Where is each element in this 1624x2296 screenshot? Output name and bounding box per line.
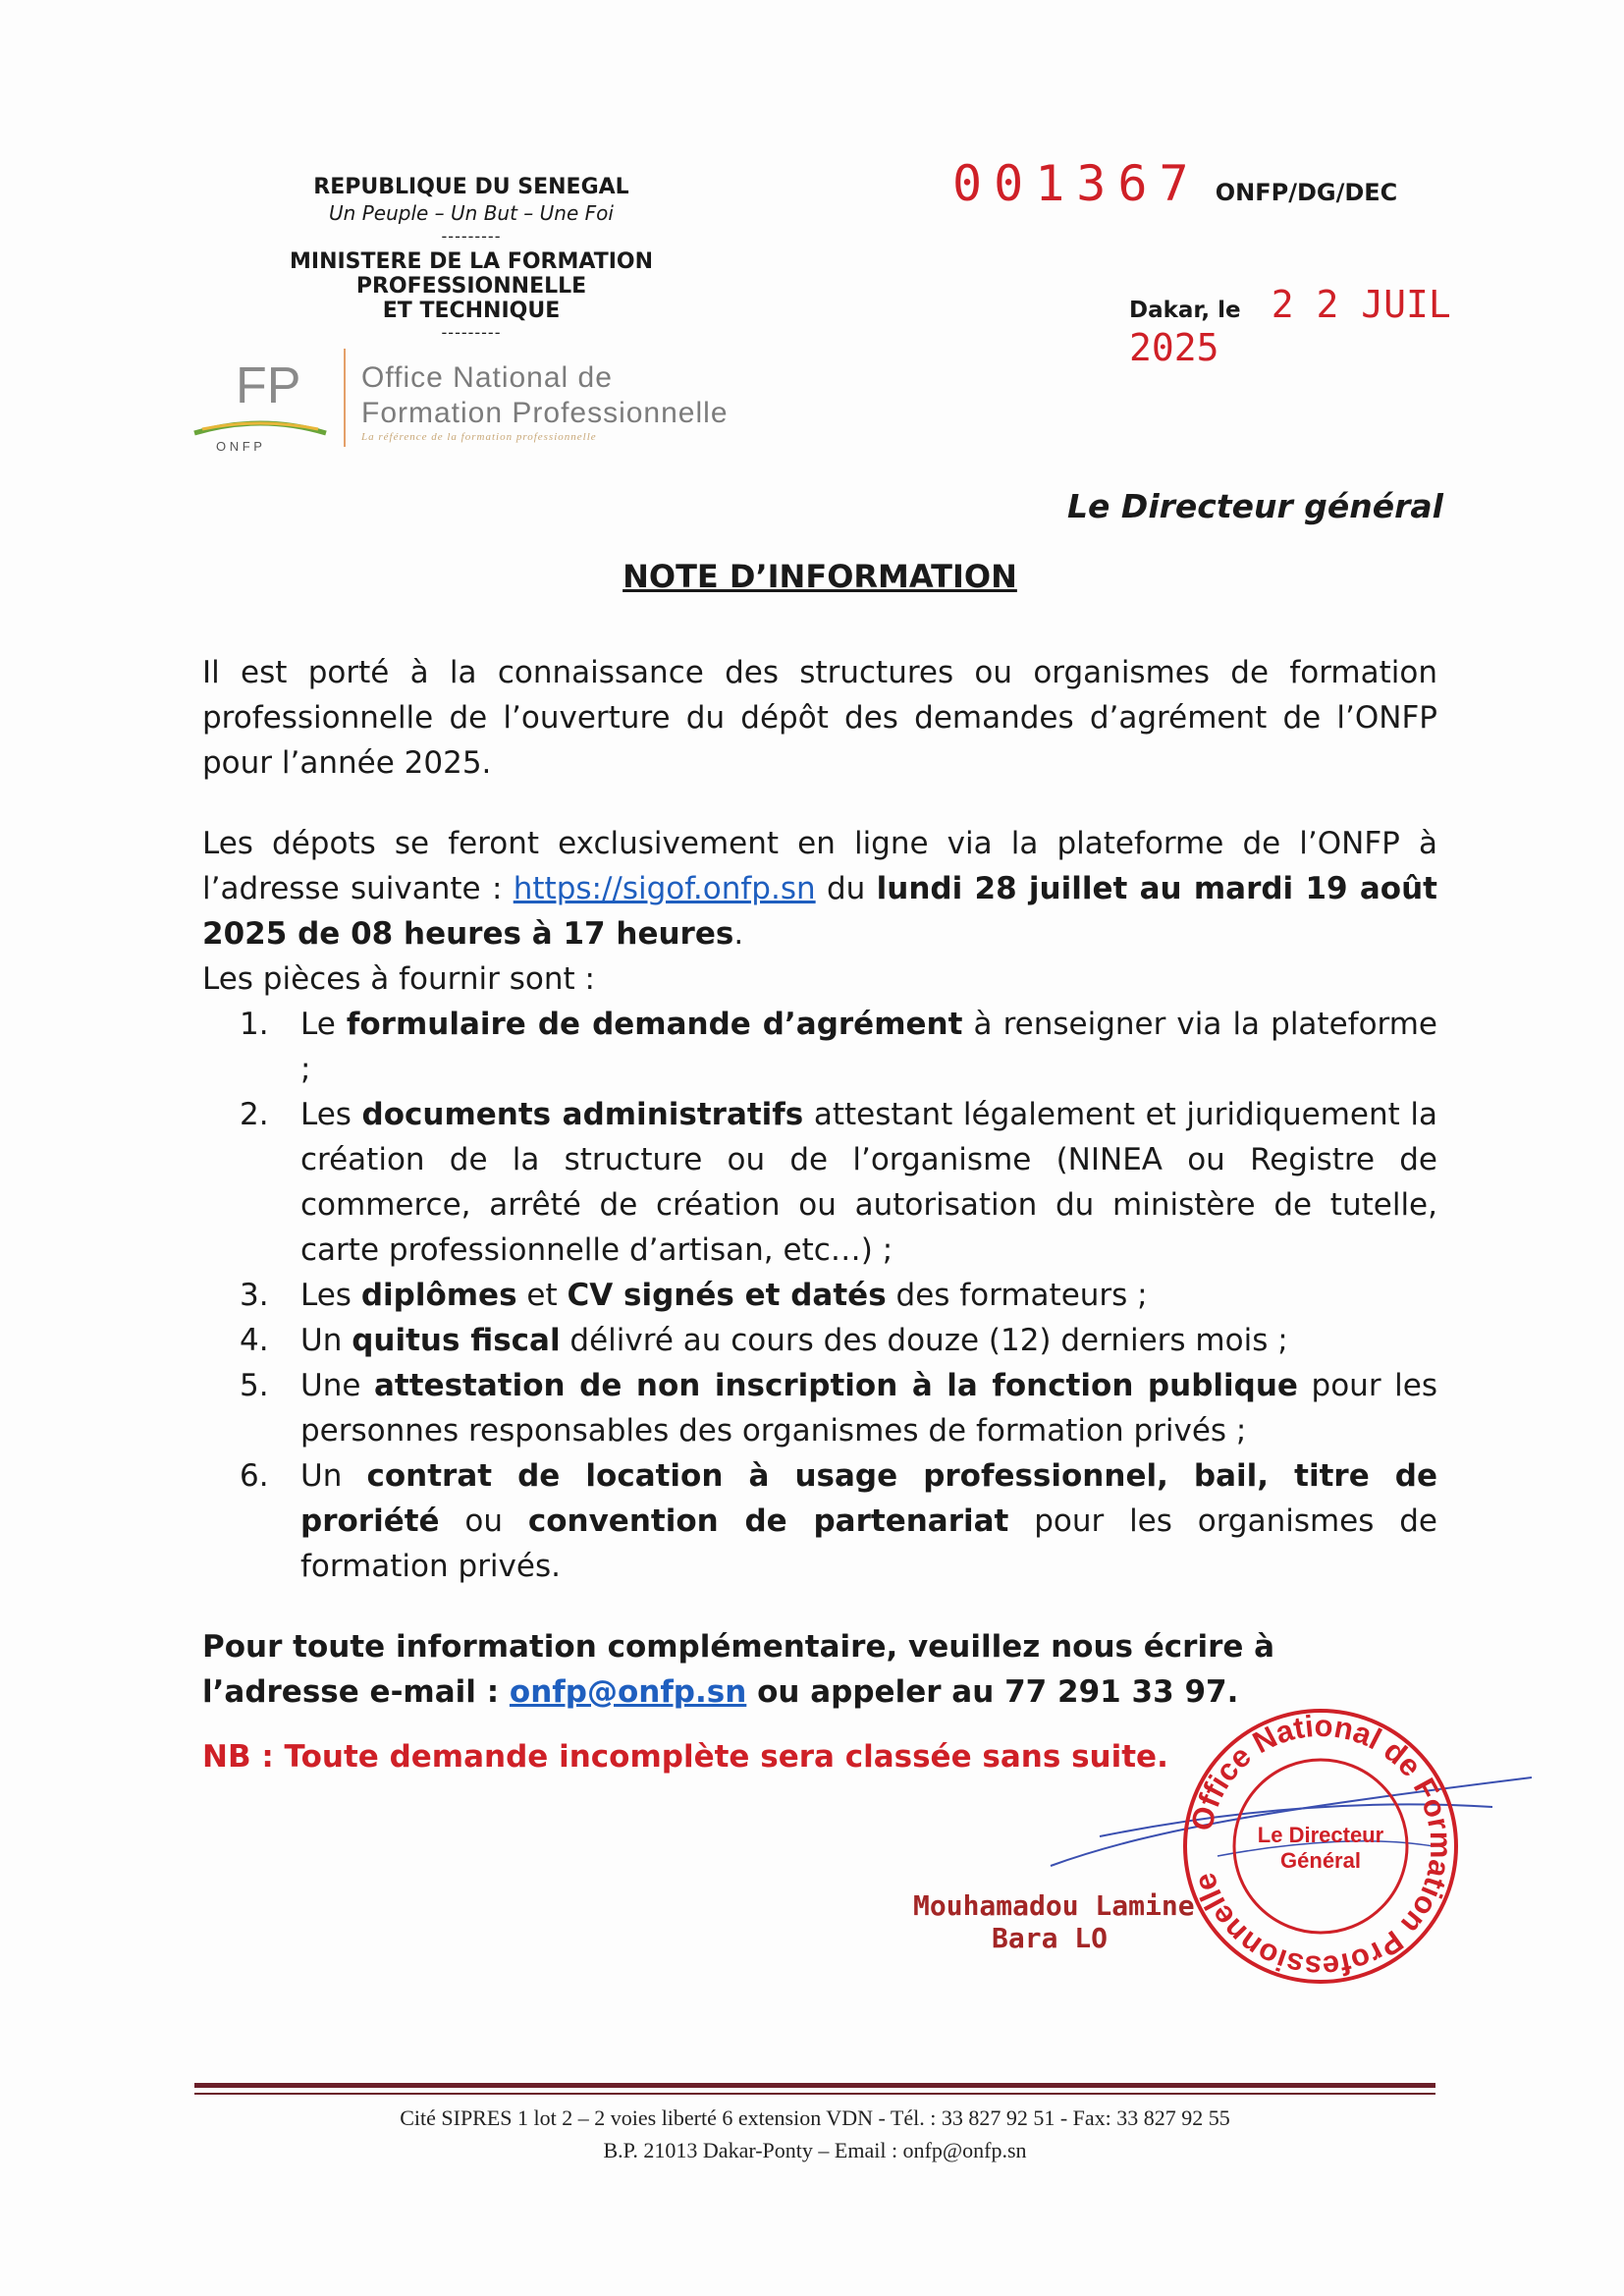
nb-note: NB : Toute demande incomplète sera classée sans suite.	[202, 1739, 1168, 1775]
document-title: NOTE D’INFORMATION	[623, 558, 1017, 595]
reference	[952, 155, 1502, 212]
stamp-center-line2: Général	[1280, 1848, 1361, 1873]
deposit-paragraph	[202, 821, 1437, 957]
logo-mark-sub: O N F P	[216, 439, 262, 454]
footer	[194, 2102, 1435, 2166]
footer-rule	[194, 2083, 1435, 2088]
signatory-name-line2: Bara LO	[992, 1922, 1109, 1954]
onfp-logo	[187, 349, 776, 457]
onfp-logo-mark-icon	[187, 349, 334, 457]
deposit-end: .	[733, 916, 744, 952]
signatory-name-line1: Mouhamadou Lamine	[913, 1889, 1195, 1922]
reference-code: ONFP/DG/DEC	[1215, 179, 1398, 206]
divider: ---------	[441, 323, 502, 342]
date-value: 2 2 JUIL 2025	[1129, 283, 1451, 369]
logo-tagline: La référence de la formation professionnelle	[361, 431, 597, 443]
date-label: Dakar, le	[1129, 298, 1241, 323]
logo-mark: FP	[236, 357, 301, 414]
ministry-line2: ET TECHNIQUE	[382, 299, 561, 323]
intro-paragraph: Il est porté à la connaissance des structures ou organismes de formation professionnelle de l’ouverture du dépôt des demandes d’agrément de l’ONFP pour l’année 2025.	[202, 655, 1437, 781]
contact-email-link[interactable]: onfp@onfp.sn	[509, 1674, 747, 1710]
deposit-period: lundi 28 juillet au mardi 19 août 2025 de 08 heures à 17 heures	[202, 871, 1437, 952]
contact-tail: ou appeler au 77 291 33 97.	[746, 1674, 1239, 1710]
signatory-name	[913, 1889, 1208, 1954]
platform-link[interactable]: https://sigof.onfp.sn	[513, 871, 816, 906]
republic-title: REPUBLIQUE DU SENEGAL	[313, 175, 629, 199]
footer-address: Cité SIPRES 1 lot 2 – 2 voies liberté 6 extension VDN - Tél. : 33 827 92 51 - Fax: 33 827 92 55	[400, 2105, 1230, 2130]
signatory-title: Le Directeur général	[1067, 487, 1443, 525]
reference-number: 001367	[952, 155, 1201, 212]
stamp-center-line1: Le Directeur	[1257, 1823, 1384, 1847]
requirements-list	[202, 1002, 1437, 1589]
divider: ---------	[441, 227, 502, 246]
list-item: 6. Un contrat de location à usage professionnel, bail, titre de proriété ou convention de partenariat pour les organismes de formation privés.	[240, 1458, 1437, 1584]
logo-name-line2: Formation Professionnelle	[361, 397, 729, 429]
footer-rule-thin	[194, 2093, 1435, 2095]
document-body	[202, 650, 1437, 1779]
pieces-intro: Les pièces à fournir sont :	[202, 961, 595, 997]
ministry-line1: MINISTERE DE LA FORMATION PROFESSIONNELLE	[289, 249, 654, 299]
list-item: 2. Les documents administratifs attestant légalement et juridiquement la création de la structure ou de l’organisme (NINEA ou Registre de commerce, arrêté de création ou autorisation du ministère de tutelle, carte professionnelle d’artisan, etc…) ;	[240, 1097, 1437, 1268]
deposit-lead: Les dépots se feront exclusivement en ligne via la plateforme de l’ONFP à l’adresse suivante :	[202, 826, 1437, 906]
deposit-mid: du	[815, 871, 877, 906]
header-left	[177, 175, 766, 342]
contact-lead: Pour toute information complémentaire, veuillez nous écrire à l’adresse e-mail :	[202, 1629, 1275, 1710]
list-item: 4. Un quitus fiscal délivré au cours des douze (12) derniers mois ;	[240, 1323, 1288, 1358]
logo-divider	[344, 349, 346, 447]
logo-name-line1: Office National de	[361, 361, 613, 394]
stamp-ring-text: Office National de Formation Professionnelle	[1184, 1708, 1459, 1985]
footer-contact: B.P. 21013 Dakar-Ponty – Email : onfp@onfp.sn	[603, 2138, 1027, 2162]
list-item: 5. Une attestation de non inscription à la fonction publique pour les personnes responsables des organismes de formation privés ;	[240, 1368, 1438, 1449]
logo-name	[361, 360, 729, 443]
national-motto: Un Peuple – Un But – Une Foi	[329, 201, 614, 225]
list-item: 3. Les diplômes et CV signés et datés des formateurs ;	[240, 1278, 1148, 1313]
list-item: 1. Le formulaire de demande d’agrément à renseigner via la plateforme ;	[240, 1007, 1437, 1087]
date-line	[1129, 283, 1561, 369]
official-stamp-icon	[1173, 1699, 1468, 1994]
